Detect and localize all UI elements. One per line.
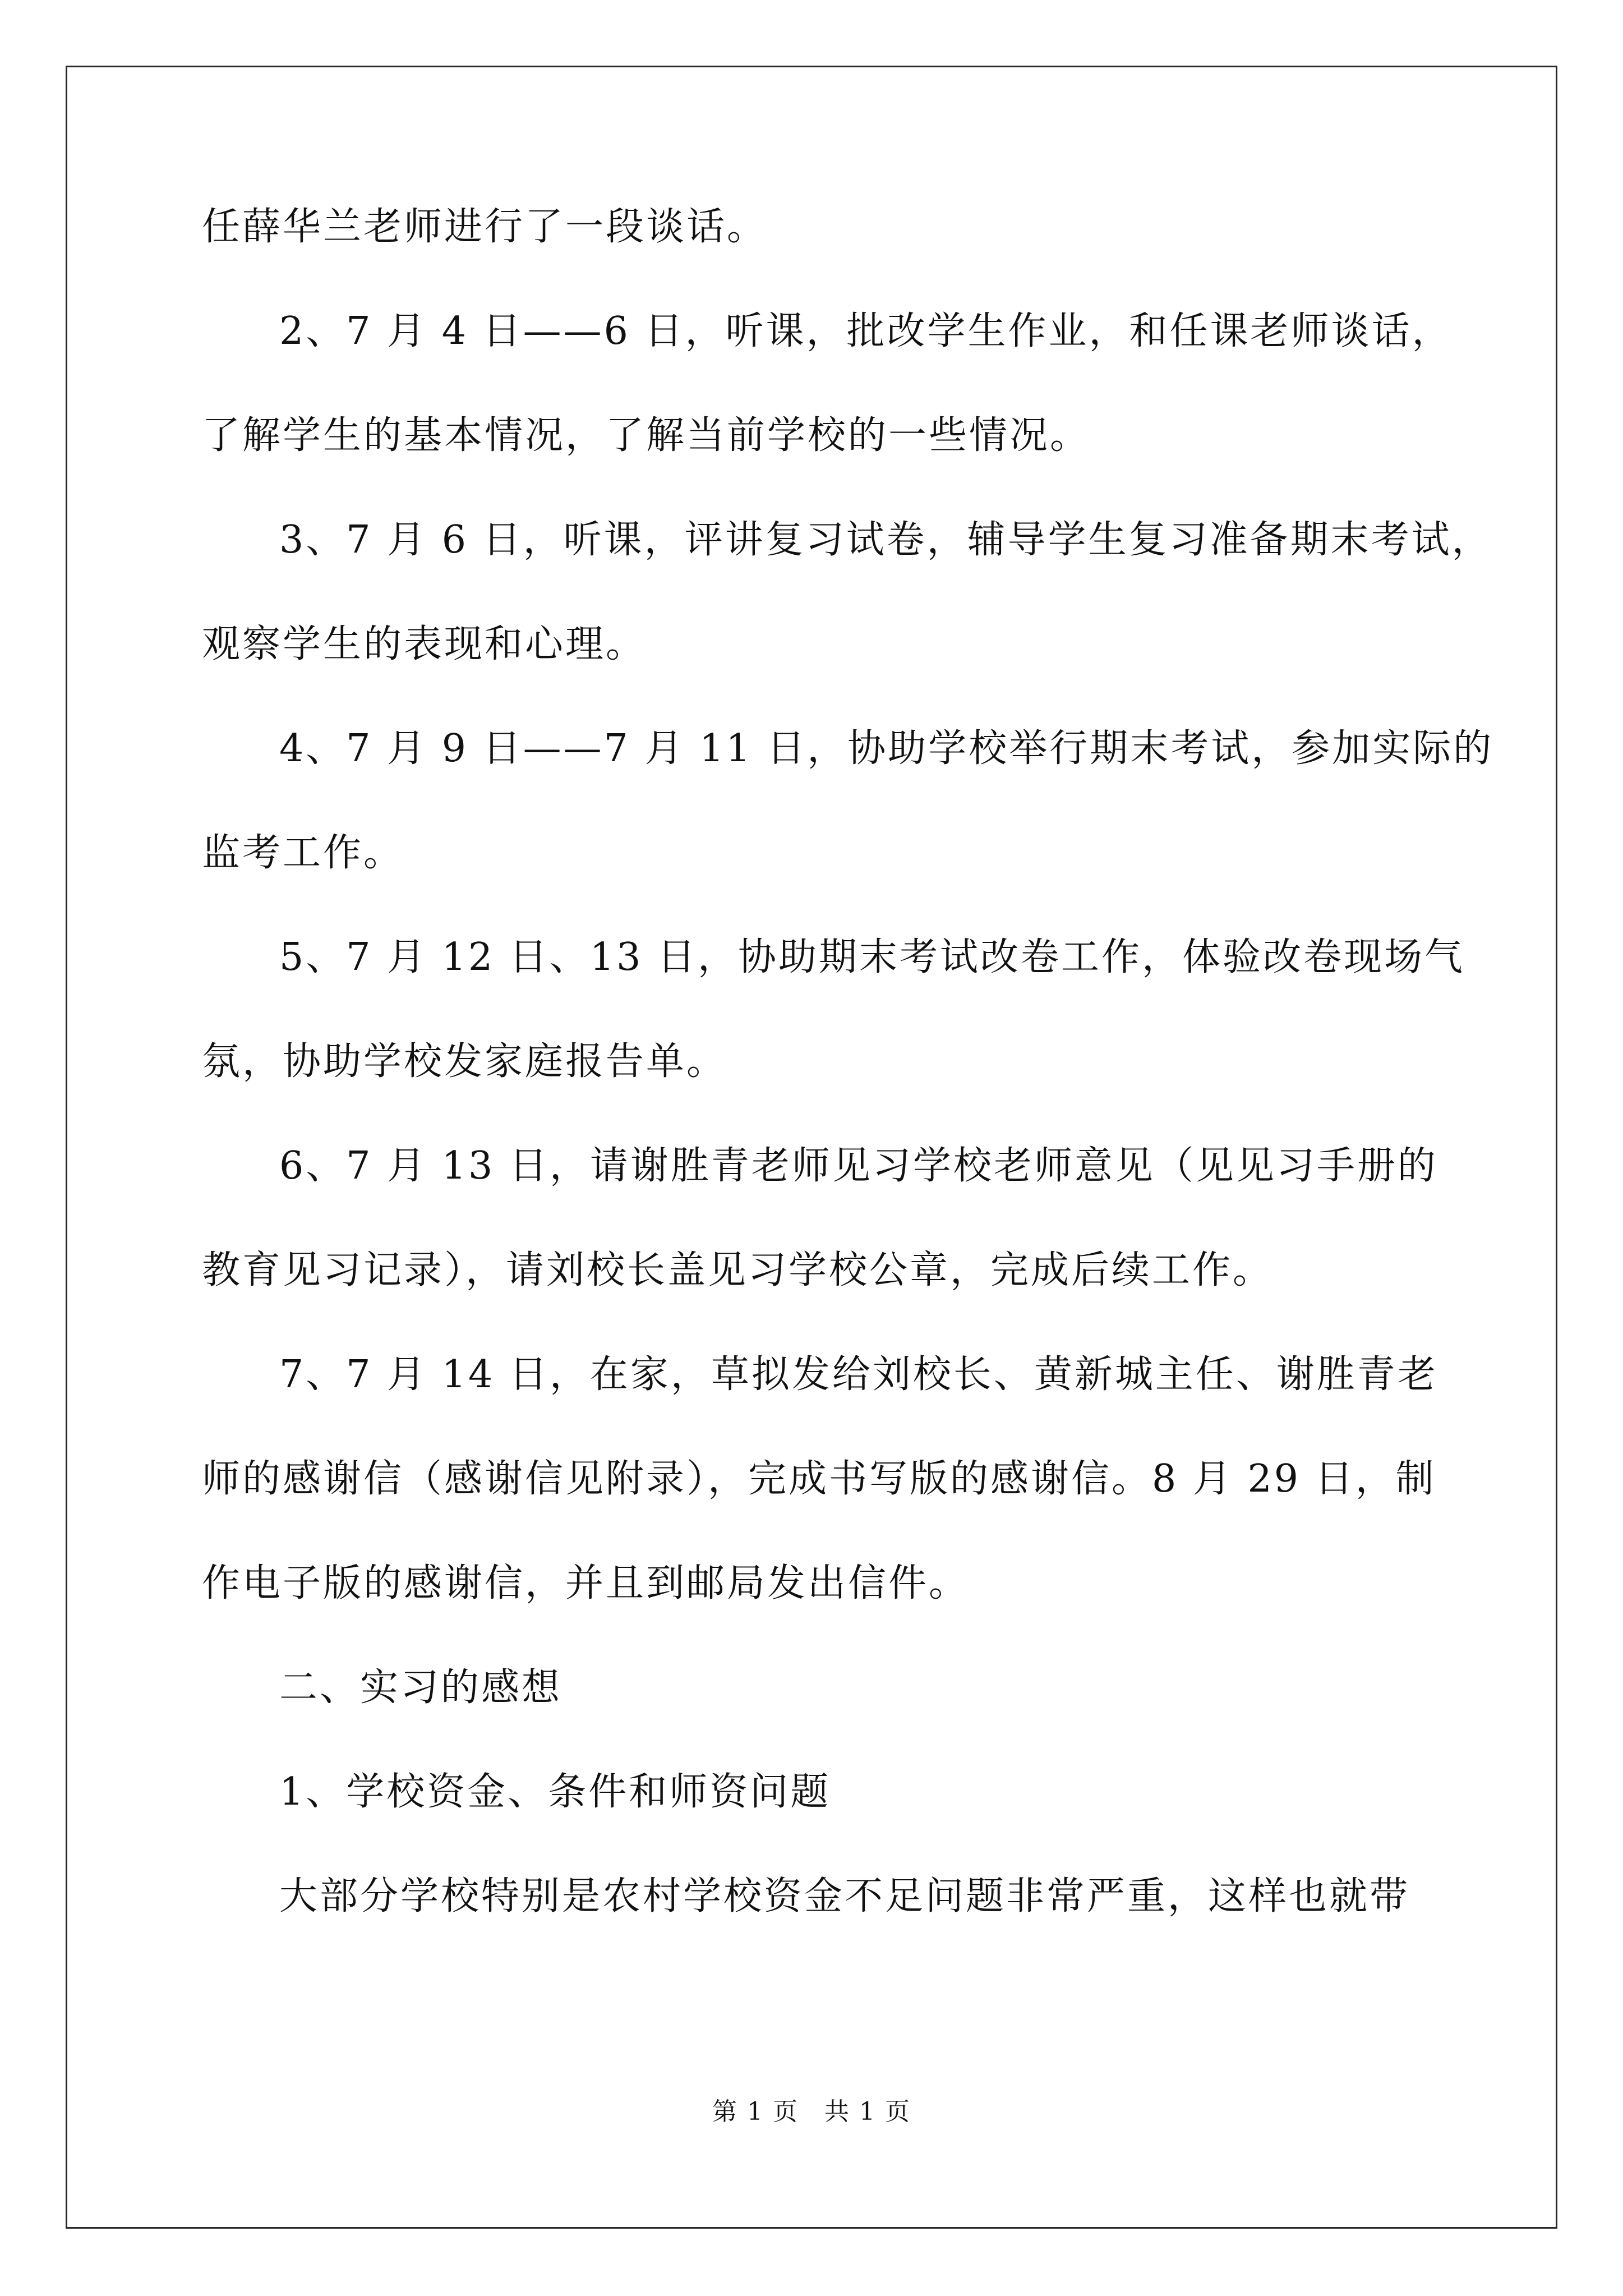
paragraph-line: 3、7 月 6 日，听课，评讲复习试卷，辅导学生复习准备期末考试， — [279, 518, 1492, 562]
paragraph-line: 任薛华兰老师进行了一段谈话。 — [202, 205, 768, 249]
paragraph-line: 师的感谢信（感谢信见附录），完成书写版的感谢信。8 月 29 日，制 — [202, 1457, 1436, 1501]
paragraph-line: 教育见习记录），请刘校长盖见习学校公章，完成后续工作。 — [202, 1248, 1274, 1292]
paragraph-line: 监考工作。 — [202, 831, 404, 875]
subsection-heading: 1、学校资金、条件和师资问题 — [279, 1770, 831, 1814]
paragraph-line: 观察学生的表现和心理。 — [202, 622, 647, 666]
paragraph-line: 4、7 月 9 日——7 月 11 日，协助学校举行期末考试，参加实际的 — [279, 726, 1494, 771]
paragraph-line: 氛，协助学校发家庭报告单。 — [202, 1039, 727, 1084]
paragraph-line: 了解学生的基本情况，了解当前学校的一些情况。 — [202, 413, 1091, 458]
paragraph-line: 7、7 月 14 日，在家，草拟发给刘校长、黄新城主任、谢胜青老 — [279, 1352, 1438, 1397]
paragraph-line: 作电子版的感谢信，并且到邮局发出信件。 — [202, 1561, 970, 1605]
section-heading: 二、实习的感想 — [279, 1665, 562, 1710]
paragraph-line: 6、7 月 13 日，请谢胜青老师见习学校老师意见（见见习手册的 — [279, 1144, 1438, 1188]
paragraph-line: 5、7 月 12 日、13 日，协助期末考试改卷工作，体验改卷现场气 — [279, 935, 1465, 979]
paragraph-line: 2、7 月 4 日——6 日，听课，批改学生作业，和任课老师谈话， — [279, 309, 1453, 353]
paragraph-line: 大部分学校特别是农村学校资金不足问题非常严重，这样也就带 — [279, 1874, 1410, 1918]
page-number-footer: 第 1 页 共 1 页 — [712, 2097, 911, 2126]
